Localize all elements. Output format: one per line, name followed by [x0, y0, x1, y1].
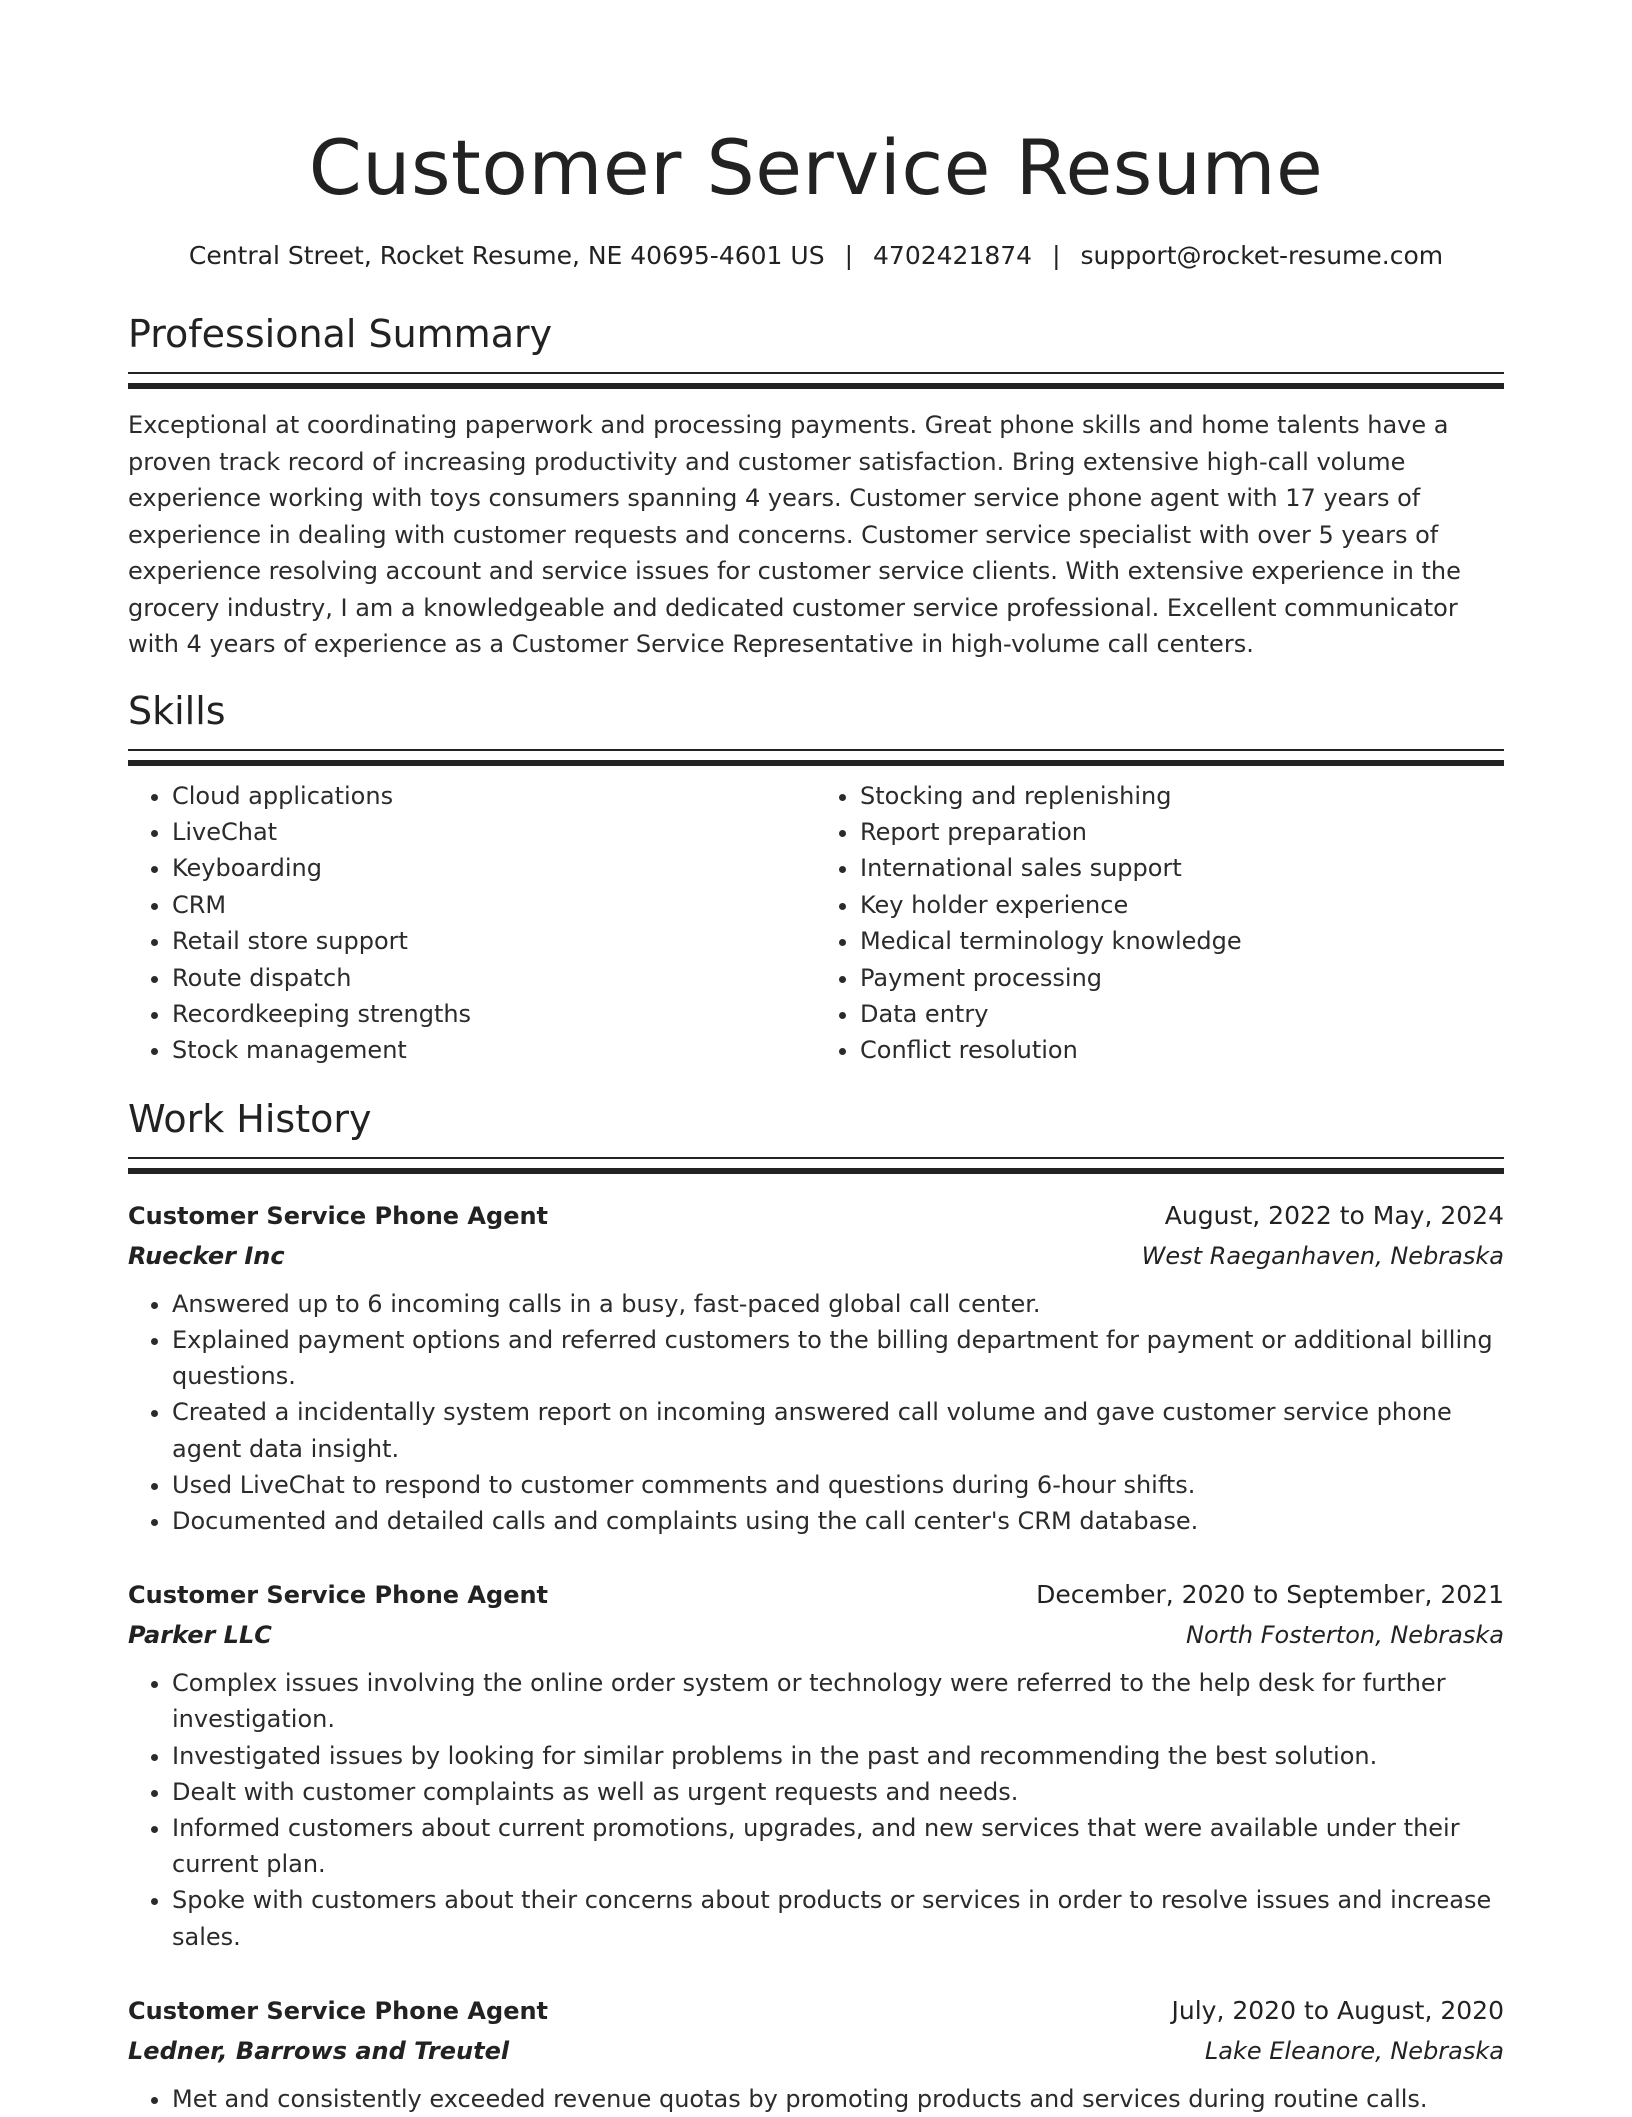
resume-page [128, 0, 1504, 2117]
contact-email: support@rocket-resume.com [1080, 241, 1444, 270]
skill-item: • Recordkeeping strengths [172, 996, 816, 1032]
skill-item: • International sales support [860, 850, 1504, 886]
job-entry [128, 1575, 1504, 1955]
job-location: Lake Eleanore, Nebraska [1204, 2036, 1504, 2065]
summary-text: Exceptional at coordinating paperwork and processing payments. Great phone skills and home talents have a proven track record of increasing productivity and customer satisfaction. Bring extensive high-call volume experience working with toys consumers spanning 4 years. Customer service phone agent with 17 years of experience in dealing with customer requests and concerns. Customer service specialist with over 5 years of experience resolving account and service issues for customer service clients. With extensive experience in the grocery industry, I am a knowledgeable and dedicated customer service professional. Excellent communicator with 4 years of experience as a Customer Service Representative in high-volume call centers. [128, 411, 1461, 658]
job-duties [128, 1665, 1504, 1955]
job-duty: • Investigated issues by looking for similar problems in the past and recommending the best solution. [172, 1738, 1504, 1774]
job-dates: July, 2020 to August, 2020 [1171, 1995, 1504, 2025]
job-subheader [128, 2031, 1504, 2071]
section-divider [128, 372, 1504, 389]
resume-title: Customer Service Resume [308, 123, 1324, 212]
skill-item: • Medical terminology knowledge [860, 923, 1504, 959]
job-dates: August, 2022 to May, 2024 [1164, 1200, 1504, 1230]
contact-separator: | [1052, 241, 1061, 270]
skills-heading: Skills [128, 688, 226, 733]
skill-item: • Data entry [860, 996, 1504, 1032]
skill-item: • Report preparation [860, 814, 1504, 850]
job-duty: • Complex issues involving the online order system or technology were referred to the help desk for further investigation. [172, 1665, 1504, 1737]
job-header [128, 1196, 1504, 1236]
job-duty: • Met and consistently exceeded revenue quotas by promoting products and services during routine calls. [172, 2081, 1504, 2117]
skill-item: • Key holder experience [860, 887, 1504, 923]
job-subheader [128, 1615, 1504, 1655]
skill-item: • Payment processing [860, 960, 1504, 996]
job-company: Ruecker Inc [128, 1241, 285, 1270]
section-divider [128, 1157, 1504, 1174]
job-duty: • Explained payment options and referred customers to the billing department for payment or additional billing questions. [172, 1322, 1504, 1394]
skill-item: • Retail store support [172, 923, 816, 959]
job-duties [128, 1286, 1504, 1539]
summary-section [128, 310, 1504, 663]
job-title: Customer Service Phone Agent [128, 1996, 549, 2025]
skill-item: • Stocking and replenishing [860, 778, 1504, 814]
contact-line [128, 238, 1504, 274]
skill-item: • Route dispatch [172, 960, 816, 996]
job-company: Parker LLC [128, 1621, 272, 1650]
job-entry [128, 1196, 1504, 1539]
job-header [128, 1575, 1504, 1615]
skill-item: • Keyboarding [172, 850, 816, 886]
work-history-heading: Work History [128, 1096, 372, 1141]
skill-item: • Stock management [172, 1032, 816, 1068]
job-duty: • Spoke with customers about their concerns about products or services in order to resolve issues and increase sales. [172, 1882, 1504, 1954]
summary-heading: Professional Summary [128, 312, 553, 356]
contact-separator: | [844, 241, 854, 270]
job-duty: • Created a incidentally system report on incoming answered call volume and gave customer service phone agent data insight. [172, 1394, 1504, 1466]
job-duty: • Informed customers about current promotions, upgrades, and new services that were available under their current plan. [172, 1810, 1504, 1882]
skill-item: • CRM [172, 887, 816, 923]
job-duty: • Dealt with customer complaints as well as urgent requests and needs. [172, 1774, 1504, 1810]
job-title: Customer Service Phone Agent [128, 1201, 549, 1230]
job-dates: December, 2020 to September, 2021 [1036, 1580, 1504, 1610]
job-entry [128, 1991, 1504, 2117]
job-location: North Fosterton, Nebraska [1186, 1621, 1504, 1650]
skills-list-right [816, 778, 1504, 1069]
job-header [128, 1991, 1504, 2031]
job-duty: • Documented and detailed calls and complaints using the call center's CRM database. [172, 1503, 1504, 1539]
skills-list-left [128, 778, 816, 1069]
job-subheader [128, 1236, 1504, 1276]
skill-item: • Conflict resolution [860, 1032, 1504, 1068]
job-duty: • Used LiveChat to respond to customer comments and questions during 6-hour shifts. [172, 1467, 1504, 1503]
skills-section [128, 687, 1504, 1069]
job-duty: • Answered up to 6 incoming calls in a busy, fast-paced global call center. [172, 1286, 1504, 1322]
job-title: Customer Service Phone Agent [128, 1581, 549, 1610]
job-company: Ledner, Barrows and Treutel [128, 2036, 510, 2065]
skills-columns [128, 778, 1504, 1069]
work-history-section [128, 1095, 1504, 2117]
section-divider [128, 749, 1504, 766]
job-location: West Raeganhaven, Nebraska [1141, 1241, 1504, 1270]
contact-address: Central Street, Rocket Resume, NE 40695-4601 US [188, 241, 825, 270]
contact-phone: 4702421874 [873, 241, 1033, 270]
skill-item: • Cloud applications [172, 778, 816, 814]
skill-item: • LiveChat [172, 814, 816, 850]
